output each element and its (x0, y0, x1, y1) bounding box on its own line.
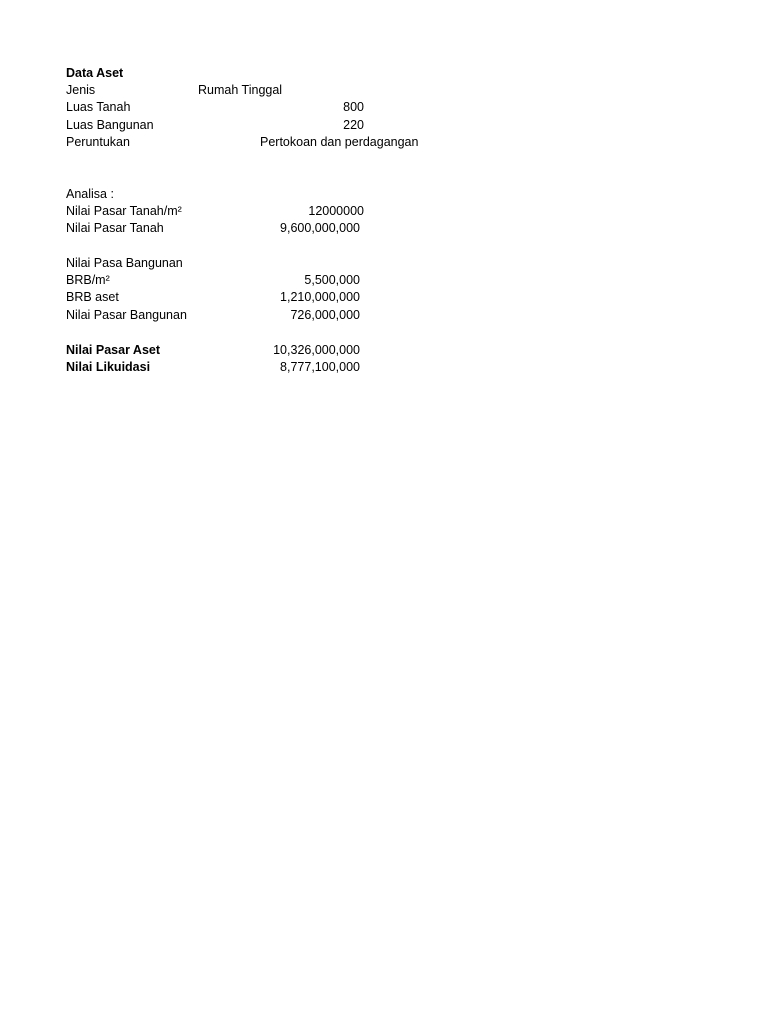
nilai-pasar-tanah-value: 9,600,000,000 (280, 221, 360, 235)
nilai-pasar-aset-label: Nilai Pasar Aset (66, 343, 161, 357)
nilai-pasa-bangunan-heading: Nilai Pasa Bangunan (66, 256, 183, 270)
luas-tanah-label: Luas Tanah (66, 100, 131, 114)
nilai-pasar-bangunan-label: Nilai Pasar Bangunan (66, 308, 187, 322)
nilai-likuidasi-label: Nilai Likuidasi (66, 360, 151, 374)
nilai-likuidasi-value: 8,777,100,000 (280, 360, 360, 374)
peruntukan-label: Peruntukan (66, 135, 130, 149)
nilai-pasar-tanah-label: Nilai Pasar Tanah (66, 221, 164, 235)
brb-aset-label: BRB aset (66, 290, 119, 304)
brb-m2-value: 5,500,000 (304, 273, 360, 287)
analisa-heading: Analisa : (66, 187, 114, 201)
luas-bangunan-value: 220 (343, 118, 364, 132)
luas-bangunan-label: Luas Bangunan (66, 118, 154, 132)
brb-m2-label: BRB/m² (66, 273, 110, 287)
nilai-pasar-tanah-m2-value: 12000000 (308, 204, 364, 218)
nilai-pasar-aset-value: 10,326,000,000 (273, 343, 360, 357)
peruntukan-value: Pertokoan dan perdagangan (260, 135, 419, 149)
jenis-label: Jenis (66, 83, 96, 97)
jenis-value: Rumah Tinggal (198, 83, 283, 97)
nilai-pasar-bangunan-value: 726,000,000 (290, 308, 360, 322)
nilai-pasar-tanah-m2-label: Nilai Pasar Tanah/m² (66, 204, 182, 218)
brb-aset-value: 1,210,000,000 (280, 290, 360, 304)
data-aset-heading: Data Aset (66, 66, 124, 80)
luas-tanah-value: 800 (343, 100, 364, 114)
